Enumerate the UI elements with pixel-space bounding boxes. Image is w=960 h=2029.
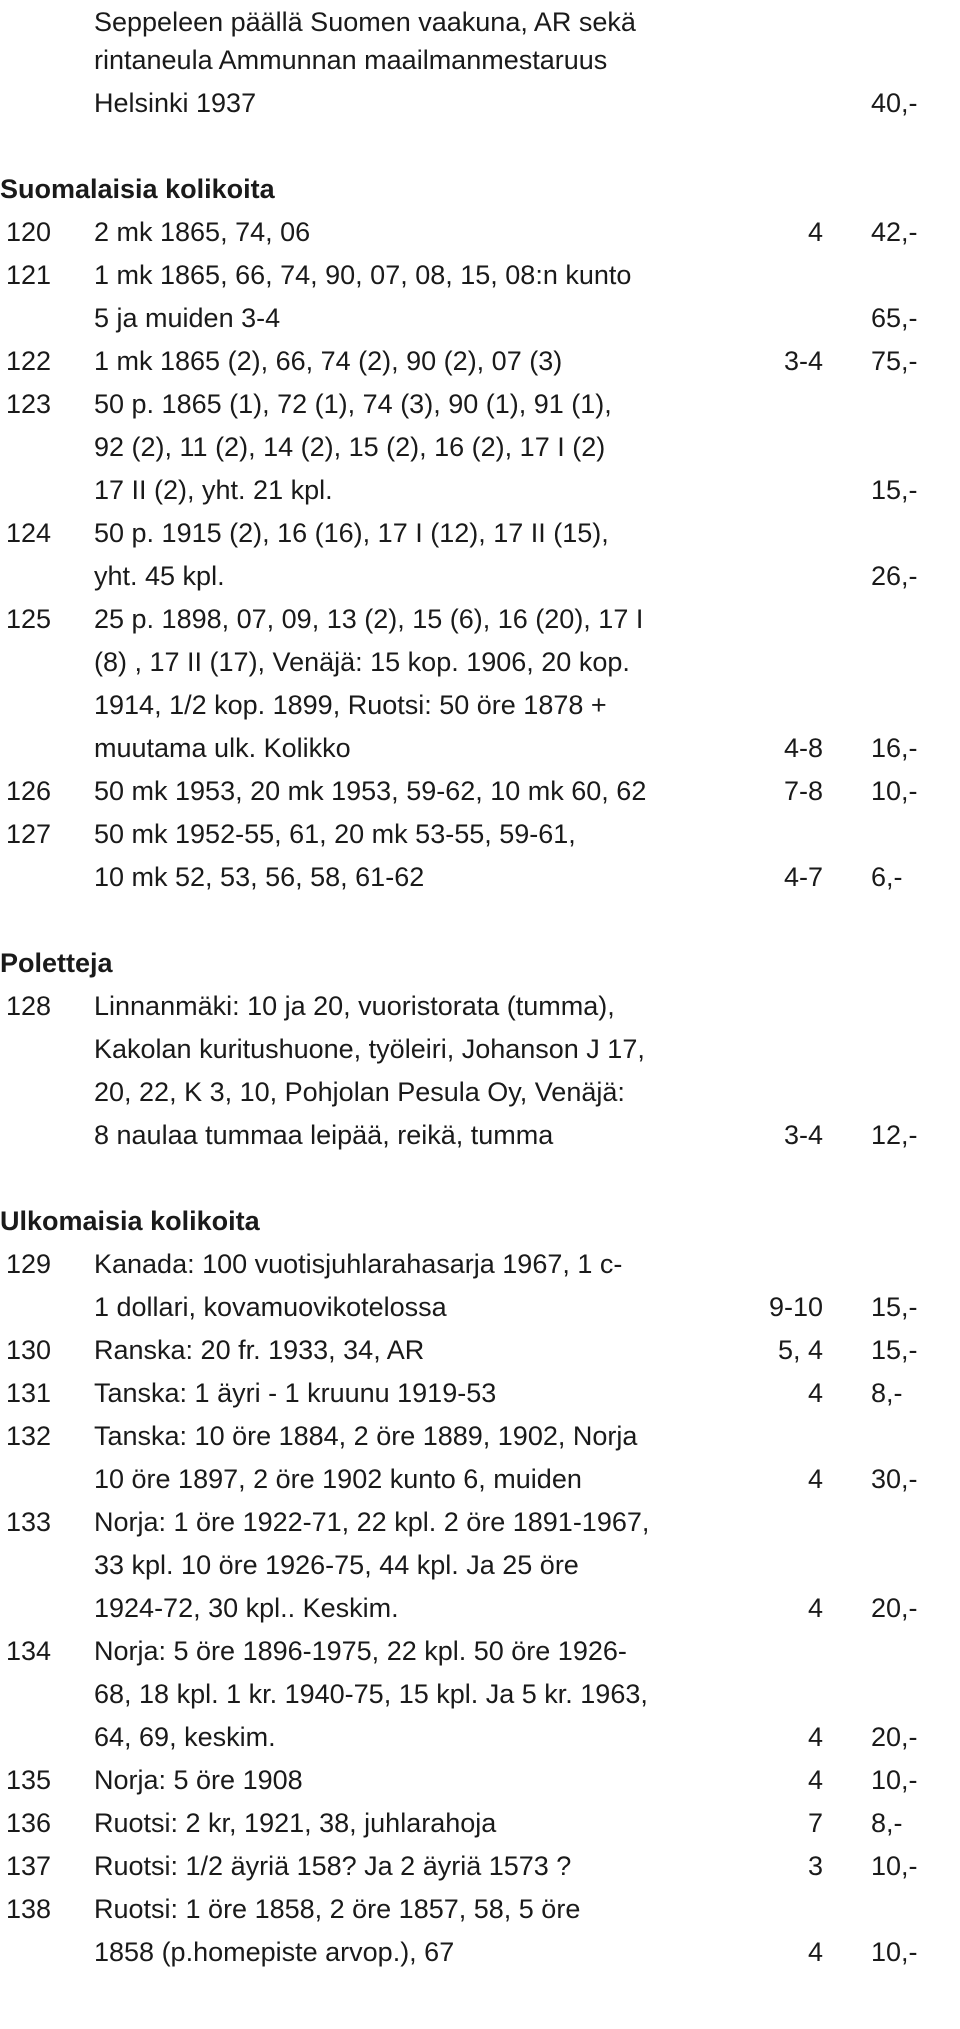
item-description: 50 p. 1915 (2), 16 (16), 17 I (12), 17 II (15), xyxy=(94,518,609,548)
item-number: 133 xyxy=(6,1507,52,1537)
catalog-item-125-cont xyxy=(0,683,960,727)
item-description: 10 mk 52, 53, 56, 58, 61-62 xyxy=(94,862,425,892)
item-condition: 4 xyxy=(807,1722,823,1752)
catalog-item-129-cont xyxy=(0,1285,960,1329)
item-condition: 4 xyxy=(807,1765,823,1795)
catalog-item-132-cont xyxy=(0,1457,960,1501)
item-condition: 7 xyxy=(807,1808,823,1838)
catalog-item-120 xyxy=(0,210,960,254)
item-price: 42,- xyxy=(871,217,918,247)
item-number: 122 xyxy=(6,346,52,376)
item-description: Ruotsi: 1 öre 1858, 2 öre 1857, 58, 5 öre xyxy=(94,1894,581,1924)
item-description: 68, 18 kpl. 1 kr. 1940-75, 15 kpl. Ja 5 kr. 1963, xyxy=(94,1679,648,1709)
item-condition: 4-8 xyxy=(783,733,823,763)
item-description: 50 mk 1953, 20 mk 1953, 59-62, 10 mk 60, 62 xyxy=(94,776,647,806)
intro-text: Seppeleen päällä Suomen vaakuna, AR sekä xyxy=(94,7,636,37)
item-price: 15,- xyxy=(871,1335,918,1365)
catalog-item-124-cont xyxy=(0,554,960,598)
item-price: 8,- xyxy=(871,1808,903,1838)
catalog-item-127 xyxy=(0,812,960,856)
item-description: 1 dollari, kovamuovikotelossa xyxy=(94,1292,447,1322)
intro-price: 40,- xyxy=(871,88,918,118)
catalog-item-121-cont xyxy=(0,296,960,340)
item-price: 15,- xyxy=(871,1292,918,1322)
item-description: 5 ja muiden 3-4 xyxy=(94,303,281,333)
item-price: 10,- xyxy=(871,1851,918,1881)
item-number: 121 xyxy=(6,260,52,290)
item-number: 132 xyxy=(6,1421,52,1451)
item-description: 1924-72, 30 kpl.. Keskim. xyxy=(94,1593,399,1623)
catalog-item-127-cont xyxy=(0,855,960,899)
item-description: Kakolan kuritushuone, työleiri, Johanson J 17, xyxy=(94,1034,645,1064)
item-price: 15,- xyxy=(871,475,918,505)
item-description: 1 mk 1865, 66, 74, 90, 07, 08, 15, 08:n kunto xyxy=(94,260,632,290)
item-price: 10,- xyxy=(871,1937,918,1967)
item-condition: 4 xyxy=(807,217,823,247)
catalog-item-129 xyxy=(0,1242,960,1286)
catalog-item-125 xyxy=(0,597,960,641)
item-description: Ruotsi: 2 kr, 1921, 38, juhlarahoja xyxy=(94,1808,497,1838)
item-description: Tanska: 1 äyri - 1 kruunu 1919-53 xyxy=(94,1378,497,1408)
item-condition: 4 xyxy=(807,1378,823,1408)
intro-text: Helsinki 1937 xyxy=(94,88,257,118)
item-description: Tanska: 10 öre 1884, 2 öre 1889, 1902, Norja xyxy=(94,1421,638,1451)
item-description: Linnanmäki: 10 ja 20, vuoristorata (tumma), xyxy=(94,991,615,1021)
catalog-item-125-cont xyxy=(0,726,960,770)
catalog-item-133-cont xyxy=(0,1543,960,1587)
item-number: 136 xyxy=(6,1808,52,1838)
catalog-item-121 xyxy=(0,253,960,297)
item-number: 130 xyxy=(6,1335,52,1365)
item-number: 131 xyxy=(6,1378,52,1408)
catalog-item-132 xyxy=(0,1414,960,1458)
item-condition: 4 xyxy=(807,1937,823,1967)
catalog-item-133 xyxy=(0,1500,960,1544)
item-price: 10,- xyxy=(871,1765,918,1795)
item-condition: 4 xyxy=(807,1464,823,1494)
item-number: 135 xyxy=(6,1765,52,1795)
item-number: 120 xyxy=(6,217,52,247)
catalog-item-130 xyxy=(0,1328,960,1372)
intro-line xyxy=(0,38,960,82)
section-title: Ulkomaisia kolikoita xyxy=(0,1206,260,1236)
section-title: Suomalaisia kolikoita xyxy=(0,174,275,204)
item-number: 125 xyxy=(6,604,52,634)
item-description: Norja: 5 öre 1896-1975, 22 kpl. 50 öre 1926- xyxy=(94,1636,627,1666)
catalog-item-123-cont xyxy=(0,468,960,512)
item-description: Norja: 5 öre 1908 xyxy=(94,1765,303,1795)
item-description: Kanada: 100 vuotisjuhlarahasarja 1967, 1 c- xyxy=(94,1249,623,1279)
item-description: Ruotsi: 1/2 äyriä 158? Ja 2 äyriä 1573 ? xyxy=(94,1851,572,1881)
catalog-item-136 xyxy=(0,1801,960,1845)
catalog-item-131 xyxy=(0,1371,960,1415)
section-title: Poletteja xyxy=(0,948,113,978)
catalog-item-133-cont xyxy=(0,1586,960,1630)
item-number: 124 xyxy=(6,518,52,548)
item-description: 33 kpl. 10 öre 1926-75, 44 kpl. Ja 25 öre xyxy=(94,1550,579,1580)
item-condition: 5, 4 xyxy=(777,1335,823,1365)
intro-line xyxy=(0,81,960,125)
item-price: 30,- xyxy=(871,1464,918,1494)
intro-text: rintaneula Ammunnan maailmanmestaruus xyxy=(94,45,608,75)
item-condition: 7-8 xyxy=(783,776,823,806)
item-number: 129 xyxy=(6,1249,52,1279)
item-description: 50 mk 1952-55, 61, 20 mk 53-55, 59-61, xyxy=(94,819,576,849)
catalog-item-125-cont xyxy=(0,640,960,684)
item-description: 2 mk 1865, 74, 06 xyxy=(94,217,311,247)
item-description: 64, 69, keskim. xyxy=(94,1722,276,1752)
item-number: 127 xyxy=(6,819,52,849)
item-condition: 9-10 xyxy=(768,1292,823,1322)
item-description: 1 mk 1865 (2), 66, 74 (2), 90 (2), 07 (3) xyxy=(94,346,563,376)
catalog-item-137 xyxy=(0,1844,960,1888)
item-price: 20,- xyxy=(871,1722,918,1752)
item-description: yht. 45 kpl. xyxy=(94,561,225,591)
item-number: 128 xyxy=(6,991,52,1021)
item-condition: 3-4 xyxy=(783,1120,823,1150)
item-price: 8,- xyxy=(871,1378,903,1408)
item-number: 123 xyxy=(6,389,52,419)
item-description: Ranska: 20 fr. 1933, 34, AR xyxy=(94,1335,425,1365)
catalog-item-138-cont xyxy=(0,1930,960,1974)
catalog-item-126 xyxy=(0,769,960,813)
item-price: 75,- xyxy=(871,346,918,376)
section-heading xyxy=(0,1199,960,1243)
catalog-item-134 xyxy=(0,1629,960,1673)
catalog-item-138 xyxy=(0,1887,960,1931)
item-description: 25 p. 1898, 07, 09, 13 (2), 15 (6), 16 (20), 17 I xyxy=(94,604,644,634)
catalog-item-134-cont xyxy=(0,1715,960,1759)
item-description: 1914, 1/2 kop. 1899, Ruotsi: 50 öre 1878 + xyxy=(94,690,607,720)
item-price: 26,- xyxy=(871,561,918,591)
item-description: 92 (2), 11 (2), 14 (2), 15 (2), 16 (2), 17 I (2) xyxy=(94,432,606,462)
item-description: Norja: 1 öre 1922-71, 22 kpl. 2 öre 1891-1967, xyxy=(94,1507,650,1537)
item-price: 6,- xyxy=(871,862,903,892)
catalog-item-135 xyxy=(0,1758,960,1802)
item-condition: 3-4 xyxy=(783,346,823,376)
catalog-item-128-cont xyxy=(0,1070,960,1114)
item-description: 8 naulaa tummaa leipää, reikä, tumma xyxy=(94,1120,554,1150)
item-price: 65,- xyxy=(871,303,918,333)
catalog-item-128-cont xyxy=(0,1027,960,1071)
section-heading xyxy=(0,941,960,985)
catalog-item-128-cont xyxy=(0,1113,960,1157)
item-number: 126 xyxy=(6,776,52,806)
item-number: 134 xyxy=(6,1636,52,1666)
item-description: 10 öre 1897, 2 öre 1902 kunto 6, muiden xyxy=(94,1464,582,1494)
catalog-item-128 xyxy=(0,984,960,1028)
item-price: 10,- xyxy=(871,776,918,806)
catalog-item-124 xyxy=(0,511,960,555)
item-condition: 4 xyxy=(807,1593,823,1623)
item-condition: 3 xyxy=(807,1851,823,1881)
item-description: 1858 (p.homepiste arvop.), 67 xyxy=(94,1937,455,1967)
item-description: 20, 22, K 3, 10, Pohjolan Pesula Oy, Venäjä: xyxy=(94,1077,625,1107)
catalog-item-123-cont xyxy=(0,425,960,469)
item-price: 16,- xyxy=(871,733,918,763)
section-heading xyxy=(0,167,960,211)
item-number: 138 xyxy=(6,1894,52,1924)
item-price: 20,- xyxy=(871,1593,918,1623)
item-description: 17 II (2), yht. 21 kpl. xyxy=(94,475,333,505)
item-description: muutama ulk. Kolikko xyxy=(94,733,351,763)
item-price: 12,- xyxy=(871,1120,918,1150)
catalog-item-122 xyxy=(0,339,960,383)
item-description: (8) , 17 II (17), Venäjä: 15 kop. 1906, 20 kop. xyxy=(94,647,630,677)
catalog-item-134-cont xyxy=(0,1672,960,1716)
item-condition: 4-7 xyxy=(783,862,823,892)
catalog-item-123 xyxy=(0,382,960,426)
item-number: 137 xyxy=(6,1851,52,1881)
item-description: 50 p. 1865 (1), 72 (1), 74 (3), 90 (1), 91 (1), xyxy=(94,389,612,419)
